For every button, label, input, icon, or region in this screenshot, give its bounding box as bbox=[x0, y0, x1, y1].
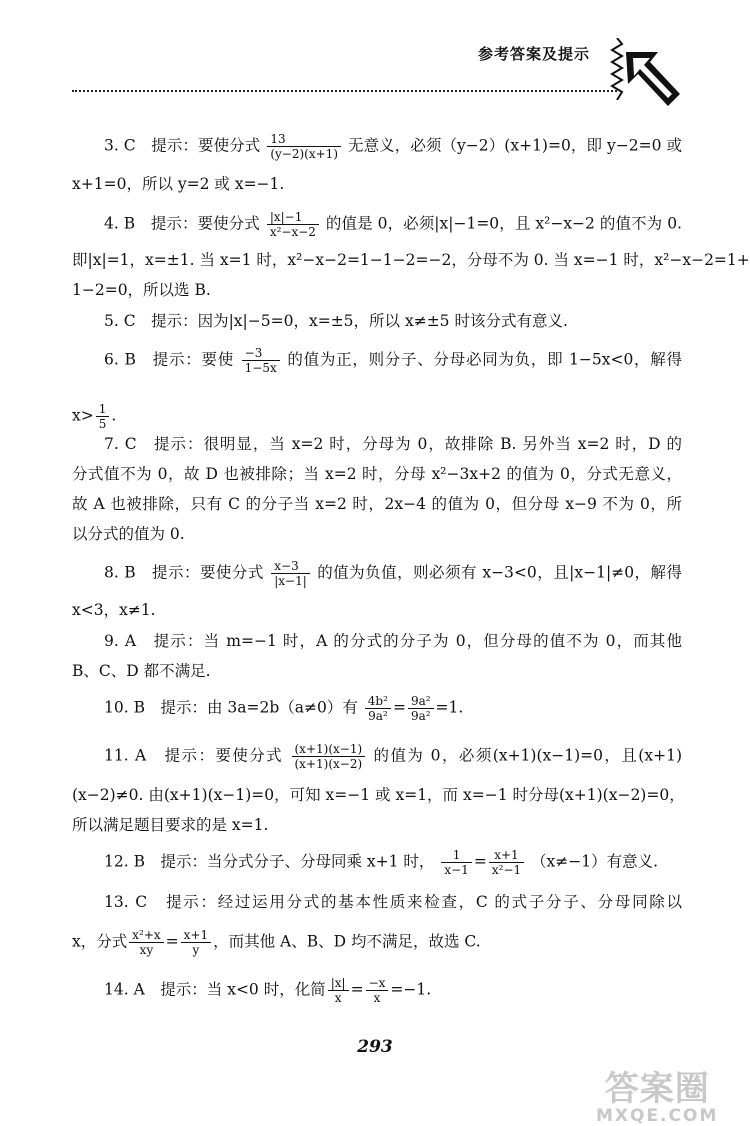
answer-13-line-2: x，分式 $\frac{\text{x²+x}}{xy}$ = $\frac{x+1}{y}$ ，而其他 A、B、D 均不满足，故选 C. bbox=[72, 928, 481, 957]
answer-10-line-1: 10. B 提示：由 3a=2b（a≠0）有 $\frac{\text{4b²}}{\text{9a²}}$ = $\frac{\text{9a²}}{\text{9a²}}$ =1. bbox=[104, 694, 464, 723]
arrow-logo-icon bbox=[624, 48, 682, 110]
answer-11-line-1: 11. A 提示：要使分式 $\frac{(x+1)(x-1)}{(x+1)(x-2)}$ 的值为 0，必须(x+1)(x−1)=0，且(x+1) bbox=[104, 742, 682, 771]
answer-12-line-1: 12. B 提示：当分式分子、分母同乘 x+1 时， $\frac{1}{x-1}$ = $\frac{x+1}{\text{x²−1}}$ （x≠−1）有意义. bbox=[104, 848, 659, 877]
answer-14-line-1: 14. A 提示：当 x<0 时，化简 $\frac{|x|}{x}$ = $\frac{-x}{x}$ =−1. bbox=[104, 976, 432, 1005]
answer-8-line-1: 8. B 提示：要使分式 $\frac{x-3}{|x-1|}$ 的值为负值，则必须有 x−3<0，且|x−1|≠0，解得 bbox=[104, 559, 682, 588]
answer-8-line-2: x<3，x≠1. bbox=[72, 601, 156, 619]
answer-11-line-2: (x−2)≠0. 由(x+1)(x−1)=0，可知 x=−1 或 x=1，而 x=−1 时分母(x+1)(x−2)=0， bbox=[72, 786, 685, 804]
answer-7-line-1: 7. C 提示：很明显，当 x=2 时，分母为 0，故排除 B. 另外当 x=2 时，D 的 bbox=[104, 435, 682, 453]
answer-3-line-2: x+1=0，所以 y=2 或 x=−1. bbox=[72, 175, 285, 193]
fraction: $\frac{|x|}{x}$ bbox=[328, 976, 349, 1005]
fraction: $\frac{-3}{1-5x}$ bbox=[242, 346, 280, 375]
answer-7-line-2: 分式值不为 0，故 D 也被排除；当 x=2 时，分母 x²−3x+2 的值为 0，分式无意义， bbox=[72, 465, 682, 483]
answer-13-line-1: 13. C 提示：经过运用分式的基本性质来检查，C 的式子分子、分母同除以 bbox=[104, 893, 682, 911]
answer-4-line-1: 4. B 提示：要使分式 $\frac{|x|-1}{\text{x²−x−2}}$ 的值是 0，必须|x|−1=0，且 x²−x−2 的值不为 0. bbox=[104, 210, 682, 239]
header-dotted-rule bbox=[72, 90, 617, 92]
fraction: $\frac{\text{4b²}}{\text{9a²}}$ bbox=[365, 694, 391, 723]
answer-9-line-1: 9. A 提示：当 m=−1 时，A 的分式的分子为 0，但分母的值不为 0，而其他 bbox=[104, 632, 682, 650]
fraction: $\frac{x+1}{\text{x²−1}}$ bbox=[489, 848, 524, 877]
watermark-url: MXQE.COM bbox=[596, 1106, 719, 1126]
fraction: $\frac{(x+1)(x-1)}{(x+1)(x-2)}$ bbox=[292, 742, 366, 771]
answer-6-line-1: 6. B 提示：要使 $\frac{-3}{1-5x}$ 的值为正，则分子、分母必同为负，即 1−5x<0，解得 bbox=[104, 346, 683, 375]
answer-11-line-3: 所以满足题目要求的是 x=1. bbox=[72, 816, 269, 834]
fraction: $\frac{13}{(y-2)(x+1)}$ bbox=[267, 132, 341, 161]
answer-5-line-1: 5. C 提示：因为|x|−5=0，x=±5，所以 x≠±5 时该分式有意义. bbox=[104, 312, 568, 330]
answer-4-line-3: 1−2=0，所以选 B. bbox=[72, 281, 211, 299]
answer-4-line-2: 即|x|=1，x=±1. 当 x=1 时，x²−x−2=1−1−2=−2，分母不为 0. 当 x=−1 时，x²−x−2=1+ bbox=[72, 251, 750, 269]
answer-7-line-4: 以分式的值为 0. bbox=[72, 525, 185, 543]
fraction: $\frac{x+1}{y}$ bbox=[181, 928, 211, 957]
answer-3-line-1: 3. C 提示：要使分式 $\frac{13}{(y-2)(x+1)}$ 无意义，必须（y−2）(x+1)=0，即 y−2=0 或 bbox=[104, 132, 683, 161]
running-header-title: 参考答案及提示 bbox=[478, 45, 591, 63]
answer-9-line-2: B、C、D 都不满足. bbox=[72, 662, 211, 680]
fraction: $\frac{-x}{x}$ bbox=[366, 976, 389, 1005]
watermark-logo-text: 答案圈 bbox=[604, 1069, 710, 1109]
page-number: 293 bbox=[357, 1037, 393, 1057]
answer-6-line-2: x> $\frac{1}{5}$ . bbox=[72, 402, 117, 431]
fraction: $\frac{|x|-1}{\text{x²−x−2}}$ bbox=[267, 210, 319, 239]
answer-7-line-3: 故 A 也被排除，只有 C 的分子当 x=2 时，2x−4 的值为 0，但分母 x−9 不为 0，所 bbox=[72, 495, 682, 513]
watermark bbox=[596, 1069, 719, 1126]
fraction: $\frac{\text{9a²}}{\text{9a²}}$ bbox=[408, 694, 434, 723]
fraction: $\frac{x-3}{|x-1|}$ bbox=[271, 559, 310, 588]
fraction: $\frac{\text{x²+x}}{xy}$ bbox=[129, 928, 163, 957]
fraction: $\frac{1}{5}$ bbox=[96, 402, 110, 431]
fraction: $\frac{1}{x-1}$ bbox=[441, 848, 471, 877]
